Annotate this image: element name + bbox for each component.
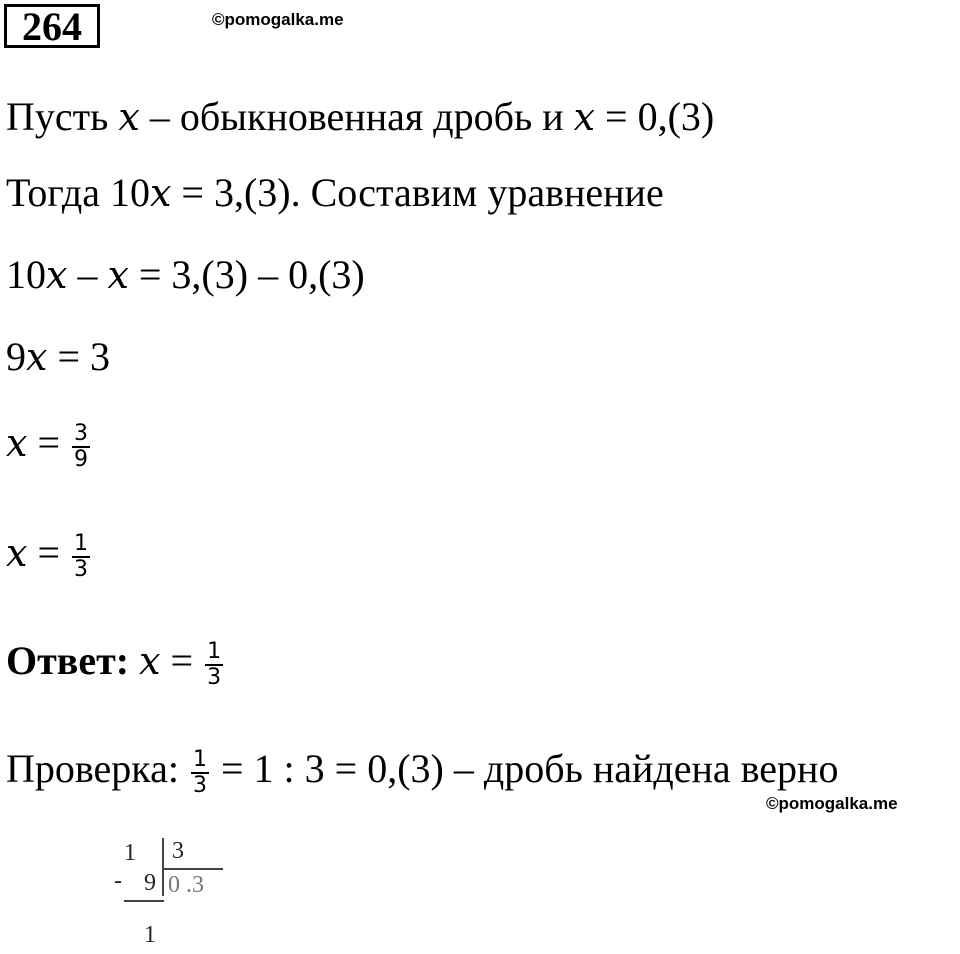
fraction-3-9: $\frac{3}{9}$ (74, 420, 88, 472)
division-bar-vertical (162, 838, 164, 896)
subtrahend: 9 (144, 870, 156, 896)
dividend: 1 (124, 840, 136, 866)
watermark-top: ©pomogalka.me (212, 10, 344, 29)
quotient: 0 .3 (168, 872, 204, 898)
division-bar-horizontal (163, 868, 223, 870)
line-3: 10x – x = 3,(3) – 0,(3) (6, 252, 365, 297)
long-division (100, 834, 240, 952)
line-6: x = $\frac{1}{3}$ (6, 530, 88, 582)
line-1: Пусть x – обыкновенная дробь и x = 0,(3) (6, 94, 715, 139)
line-4: 9x = 3 (6, 334, 110, 379)
minus-sign: - (114, 868, 122, 894)
answer-fraction: $\frac{1}{3}$ (207, 638, 222, 690)
line-2: Тогда 10x = 3,(3). Составим уравнение (6, 170, 664, 215)
watermark-bottom: ©pomogalka.me (766, 794, 898, 813)
check-fraction: $\frac{1}{3}$ (193, 746, 207, 798)
divisor: 3 (172, 838, 184, 864)
fraction-1-3: $\frac{1}{3}$ (74, 530, 88, 582)
remainder: 1 (144, 922, 156, 948)
subtraction-line (124, 900, 164, 902)
answer-line: Ответ: x = $\frac{1}{3}$ (6, 638, 222, 690)
check-line: Проверка: $\frac{1}{3}$ = 1 : 3 = 0,(3) – дробь найдена верно (6, 746, 839, 798)
problem-number: 264 (4, 4, 100, 48)
line-5: x = $\frac{3}{9}$ (6, 420, 88, 472)
